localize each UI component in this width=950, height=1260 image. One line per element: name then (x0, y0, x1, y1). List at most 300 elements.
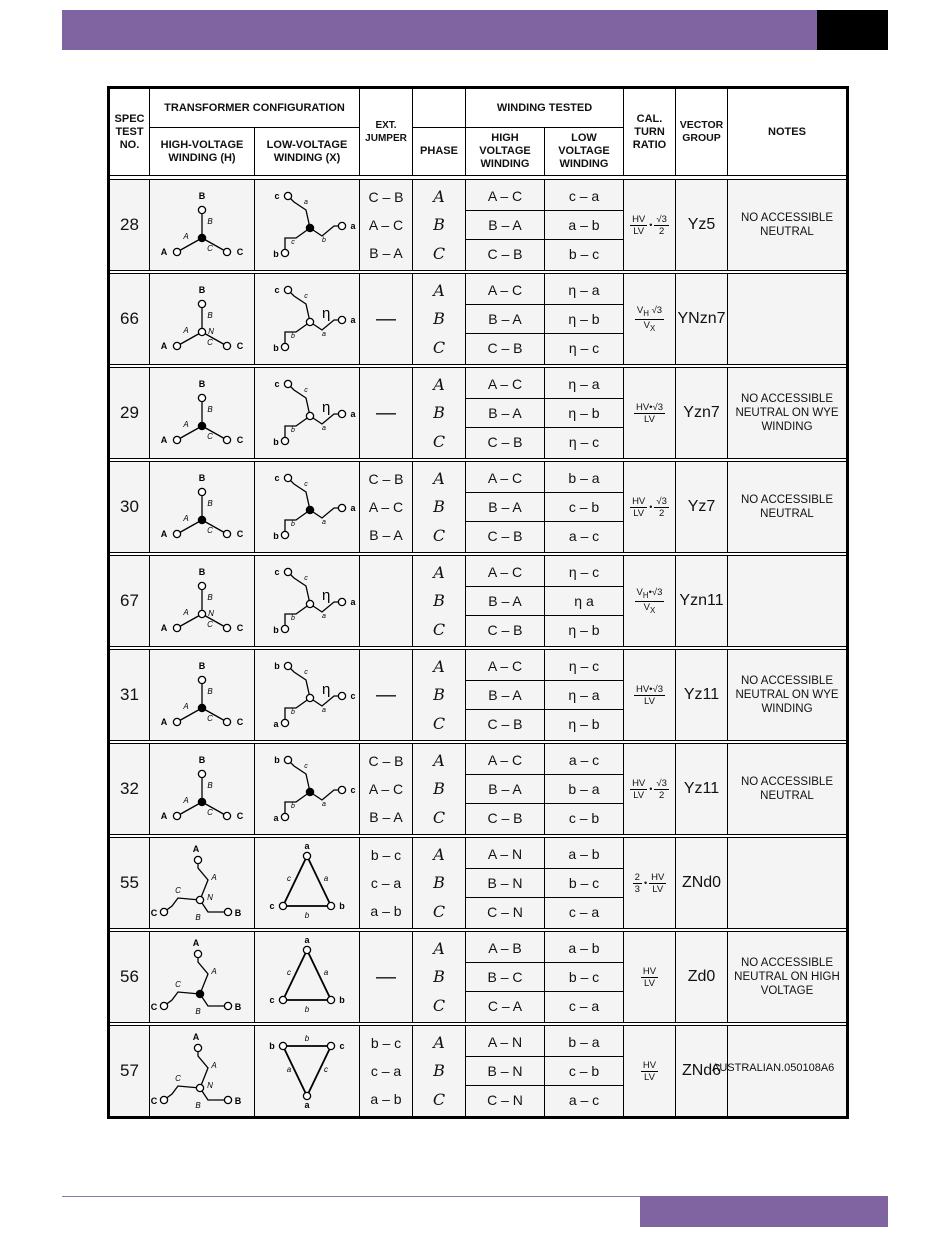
cell-value: C – B (466, 615, 544, 644)
svg-text:B: B (207, 311, 213, 320)
ext-jumper-cell (360, 932, 413, 1023)
lv-winding-diagram (255, 556, 360, 647)
svg-text:a: a (304, 841, 310, 851)
cell-value: B (433, 309, 445, 329)
lv-tested-cell (545, 180, 624, 271)
svg-text:a: a (286, 1065, 292, 1074)
header-transformer-configuration: TRANSFORMER CONFIGURATION (150, 88, 360, 128)
cell-value: A – C (368, 498, 404, 515)
svg-text:b: b (291, 521, 295, 528)
svg-text:c: c (304, 763, 308, 770)
svg-text:b: b (291, 427, 295, 434)
phase-cell (413, 744, 466, 835)
svg-text:a: a (350, 409, 356, 419)
cell-value: C (432, 619, 446, 639)
cell-value: η – c (568, 564, 600, 581)
cell-value: B – A (466, 492, 544, 521)
cell-value: b – c (370, 846, 402, 863)
svg-text:c: c (304, 575, 308, 582)
svg-text:C: C (150, 908, 158, 918)
svg-text:C: C (175, 886, 181, 895)
cell-value: η – b (545, 615, 623, 644)
svg-text:C: C (236, 341, 244, 351)
lv-tested-cell (545, 1026, 624, 1118)
turn-ratio-cell: $\frac{HV}{LV}$ (624, 932, 676, 1023)
lv-winding-diagram (255, 1026, 360, 1118)
svg-text:a: a (273, 813, 279, 823)
svg-text:C: C (207, 432, 213, 441)
cell-value: A – C (487, 658, 523, 675)
cell-value: C – B (466, 709, 544, 738)
hv-winding-diagram (150, 932, 255, 1023)
cell-value: η a (545, 586, 623, 615)
hv-winding-diagram (150, 368, 255, 459)
hv-winding-diagram (150, 274, 255, 365)
cell-value: A (433, 187, 445, 207)
svg-text:B: B (234, 1096, 242, 1106)
svg-text:c: c (287, 874, 291, 883)
svg-text:a: a (304, 1100, 310, 1110)
svg-text:B: B (198, 285, 206, 295)
header-spec-test-no: SPEC TEST NO. (109, 88, 150, 176)
svg-text:b: b (291, 333, 295, 340)
header-ext-jumper: EXT. JUMPER (360, 88, 413, 176)
cell-value: C – A (466, 991, 544, 1020)
turn-ratio-cell: $\frac{HV•√3}{LV}$ (624, 368, 676, 459)
svg-text:B: B (234, 908, 242, 918)
svg-text:a: a (323, 874, 329, 883)
svg-text:a: a (322, 707, 326, 714)
notes-cell: NO ACCESSIBLE NEUTRAL (728, 744, 848, 835)
ext-jumper-cell (360, 650, 413, 741)
svg-text:B: B (195, 1101, 201, 1110)
cell-value: B – N (466, 868, 544, 897)
cell-value: A – N (487, 846, 523, 863)
phase-cell (413, 556, 466, 647)
ext-jumper-cell (360, 838, 413, 929)
cell-value: C – B (466, 803, 544, 832)
cell-value: b – c (370, 1034, 402, 1051)
header-low-voltage-winding: LOW VOLTAGE WINDING (545, 128, 624, 176)
svg-text:B: B (198, 567, 206, 577)
lv-tested-cell (545, 274, 624, 365)
lv-winding-diagram (255, 462, 360, 553)
cell-value: A (433, 281, 445, 301)
cell-value: η – a (568, 376, 600, 393)
turn-ratio-cell: $\frac{HV}{LV}$ • $\frac{√3}{2}$ (624, 744, 676, 835)
svg-text:a: a (322, 801, 326, 808)
svg-text:A: A (192, 844, 200, 854)
lv-winding-diagram (255, 650, 360, 741)
turn-ratio-cell: $\frac{2}{3}$ • $\frac{HV}{LV}$ (624, 838, 676, 929)
spec-test-no: 55 (109, 838, 150, 929)
cell-value: C (432, 431, 446, 451)
header-cal-turn-ratio: CAL. TURN RATIO (624, 88, 676, 176)
cell-value: η – a (545, 680, 623, 709)
svg-text:c: c (324, 1065, 328, 1074)
notes-cell (728, 556, 848, 647)
svg-text:A: A (160, 341, 168, 351)
cell-value: b – c (545, 962, 623, 991)
svg-text:a: a (350, 597, 356, 607)
header-phase: PHASE (413, 128, 466, 176)
svg-text:C: C (150, 1002, 158, 1012)
cell-value: B – A (369, 527, 403, 544)
cell-value: b – a (545, 774, 623, 803)
svg-text:N: N (208, 327, 214, 336)
header-blank (413, 88, 466, 128)
svg-text:A: A (183, 608, 189, 617)
cell-value: B – A (466, 210, 544, 239)
hv-tested-cell (466, 368, 545, 459)
cell-value: A – C (487, 752, 523, 769)
ext-jumper-cell (360, 1026, 413, 1118)
cell-value: A – C (487, 188, 523, 205)
svg-text:C: C (236, 247, 244, 257)
cell-value: B – A (369, 809, 403, 826)
cell-value: a – b (545, 210, 623, 239)
lv-tested-cell (545, 838, 624, 929)
svg-text:B: B (207, 405, 213, 414)
svg-text:B: B (195, 913, 201, 922)
notes-cell (728, 274, 848, 365)
hv-tested-cell (466, 650, 545, 741)
svg-text:A: A (192, 1032, 200, 1042)
table-row (109, 180, 848, 271)
vector-group-cell: ZNd6 (676, 1026, 728, 1118)
svg-text:B: B (207, 217, 213, 226)
phase-cell (413, 180, 466, 271)
cell-value: η – c (545, 427, 623, 456)
cell-value: C – N (466, 897, 544, 926)
hv-tested-cell (466, 462, 545, 553)
spec-test-no: 66 (109, 274, 150, 365)
hv-winding-diagram (150, 556, 255, 647)
lv-winding-diagram (255, 838, 360, 929)
svg-text:A: A (160, 435, 168, 445)
lv-winding-diagram (255, 180, 360, 271)
svg-text:b: b (273, 625, 279, 635)
svg-text:B: B (207, 593, 213, 602)
phase-cell (413, 368, 466, 459)
cell-value: a – c (545, 521, 623, 550)
svg-text:B: B (207, 499, 213, 508)
svg-text:C: C (236, 717, 244, 727)
svg-text:b: b (291, 803, 295, 810)
cell-value: B – N (466, 1056, 544, 1085)
svg-text:η: η (322, 681, 331, 698)
svg-text:A: A (211, 967, 217, 976)
hv-winding-diagram (150, 1026, 255, 1118)
svg-text:b: b (273, 531, 279, 541)
jumper-value: — (376, 401, 396, 424)
cell-value: a – c (545, 1085, 623, 1114)
cell-value: η – b (545, 304, 623, 333)
cell-value: η – c (568, 658, 600, 675)
svg-text:η: η (322, 587, 331, 604)
ext-jumper-cell (360, 180, 413, 271)
svg-text:A: A (183, 702, 189, 711)
svg-text:B: B (198, 191, 206, 201)
svg-text:c: c (287, 968, 291, 977)
cell-value: C – B (368, 470, 404, 487)
svg-text:C: C (207, 244, 213, 253)
notes-cell: NO ACCESSIBLE NEUTRAL ON HIGH VOLTAGE (728, 932, 848, 1023)
header-hv-winding: HIGH-VOLTAGE WINDING (H) (150, 128, 255, 176)
svg-text:a: a (323, 968, 329, 977)
svg-text:c: c (304, 481, 308, 488)
ext-jumper-cell (360, 744, 413, 835)
svg-text:b: b (274, 661, 280, 671)
hv-winding-diagram (150, 462, 255, 553)
cell-value: A – C (487, 376, 523, 393)
cell-value: b – c (545, 239, 623, 268)
vector-group-cell: Yz11 (676, 650, 728, 741)
svg-text:b: b (291, 615, 295, 622)
svg-text:c: c (274, 473, 280, 483)
svg-text:a: a (273, 719, 279, 729)
cell-value: C (432, 713, 446, 733)
svg-text:a: a (350, 221, 356, 231)
cell-value: C (432, 525, 446, 545)
vector-group-cell: Yzn7 (676, 368, 728, 459)
turn-ratio-cell: $\frac{HV}{LV}$ • $\frac{√3}{2}$ (624, 462, 676, 553)
cell-value: b – a (568, 470, 600, 487)
svg-text:b: b (274, 755, 280, 765)
lv-tested-cell (545, 462, 624, 553)
cell-value: B – A (466, 304, 544, 333)
cell-value: C – B (466, 521, 544, 550)
spec-test-no: 32 (109, 744, 150, 835)
svg-text:c: c (339, 1041, 345, 1051)
lv-tested-cell (545, 650, 624, 741)
svg-text:C: C (207, 338, 213, 347)
cell-value: A – C (368, 216, 404, 233)
svg-text:B: B (234, 1002, 242, 1012)
cell-value: B – A (466, 586, 544, 615)
phase-cell (413, 1026, 466, 1118)
table-row (109, 744, 848, 835)
hv-winding-diagram (150, 650, 255, 741)
svg-text:c: c (304, 387, 308, 394)
hv-winding-diagram (150, 744, 255, 835)
svg-text:a: a (322, 425, 326, 432)
table-row (109, 556, 848, 647)
hv-tested-cell (466, 180, 545, 271)
turn-ratio-cell: $\frac{HV•√3}{LV}$ (624, 650, 676, 741)
spec-test-no: 31 (109, 650, 150, 741)
svg-text:b: b (273, 249, 279, 259)
turn-ratio-cell: $\frac{HV}{LV}$ (624, 1026, 676, 1118)
cell-value: A – N (487, 1034, 523, 1051)
svg-text:b: b (339, 995, 345, 1005)
phase-cell (413, 650, 466, 741)
cell-value: C – B (466, 427, 544, 456)
lv-winding-diagram (255, 368, 360, 459)
svg-text:N: N (208, 609, 214, 618)
svg-text:C: C (236, 435, 244, 445)
cell-value: B (433, 685, 445, 705)
header-high-voltage-winding: HIGH VOLTAGE WINDING (466, 128, 545, 176)
svg-text:B: B (198, 661, 206, 671)
cell-value: C – B (368, 188, 404, 205)
svg-text:A: A (183, 420, 189, 429)
turn-ratio-cell: $\frac{V_H•√3}{V_X}$ (624, 556, 676, 647)
svg-text:A: A (192, 938, 200, 948)
ext-jumper-cell (360, 462, 413, 553)
cell-value: B (433, 1061, 445, 1081)
ext-jumper-cell (360, 368, 413, 459)
cell-value: c – a (370, 874, 402, 891)
svg-text:C: C (236, 623, 244, 633)
cell-value: C – N (466, 1085, 544, 1114)
cell-value: A – C (487, 470, 523, 487)
lv-winding-diagram (255, 932, 360, 1023)
cell-value: B (433, 967, 445, 987)
cell-value: A – B (488, 940, 522, 957)
table-row (109, 650, 848, 741)
svg-text:b: b (291, 709, 295, 716)
cell-value: C (432, 337, 446, 357)
lv-winding-diagram (255, 744, 360, 835)
cell-value: B – C (466, 962, 544, 991)
svg-text:N: N (207, 893, 213, 902)
cell-value: η – b (545, 709, 623, 738)
svg-text:B: B (198, 755, 206, 765)
table-row (109, 932, 848, 1023)
svg-text:C: C (207, 714, 213, 723)
lv-tested-cell (545, 556, 624, 647)
svg-text:c: c (269, 995, 275, 1005)
hv-winding-diagram (150, 180, 255, 271)
phase-cell (413, 838, 466, 929)
hv-tested-cell (466, 274, 545, 365)
cell-value: B – A (466, 398, 544, 427)
cell-value: a – b (370, 1091, 402, 1108)
svg-text:C: C (175, 1074, 181, 1083)
cell-value: c – b (545, 1056, 623, 1085)
hv-tested-cell (466, 1026, 545, 1118)
svg-text:c: c (274, 379, 280, 389)
svg-text:C: C (236, 811, 244, 821)
svg-text:C: C (150, 1096, 158, 1106)
svg-text:b: b (339, 901, 345, 911)
spec-test-no: 30 (109, 462, 150, 553)
lv-winding-diagram (255, 274, 360, 365)
table-row (109, 838, 848, 929)
cell-value: A – C (487, 564, 523, 581)
svg-text:b: b (269, 1041, 275, 1051)
svg-text:b: b (304, 1005, 310, 1014)
svg-text:c: c (291, 239, 295, 246)
header-page-block (817, 10, 888, 50)
phase-cell (413, 274, 466, 365)
vector-group-cell: Zd0 (676, 932, 728, 1023)
cell-value: B (433, 215, 445, 235)
svg-text:A: A (160, 623, 168, 633)
notes-cell: NO ACCESSIBLE NEUTRAL ON WYE WINDING (728, 368, 848, 459)
svg-text:b: b (322, 237, 326, 244)
svg-text:C: C (207, 526, 213, 535)
svg-text:c: c (274, 567, 280, 577)
svg-text:a: a (304, 199, 308, 206)
vector-group-table (107, 86, 849, 1119)
spec-test-no: 28 (109, 180, 150, 271)
lv-tested-cell (545, 744, 624, 835)
cell-value: A (433, 751, 445, 771)
svg-text:B: B (195, 1007, 201, 1016)
cell-value: c – a (370, 1062, 402, 1079)
svg-text:B: B (207, 781, 213, 790)
svg-text:c: c (274, 285, 280, 295)
svg-text:A: A (160, 811, 168, 821)
svg-text:c: c (304, 293, 308, 300)
figure-reference: AUSTRALIAN.050108A6 (712, 1062, 835, 1074)
svg-text:B: B (207, 687, 213, 696)
cell-value: C – B (368, 752, 404, 769)
cell-value: C (432, 995, 446, 1015)
svg-text:b: b (304, 1034, 310, 1043)
cell-value: B – A (369, 245, 403, 262)
jumper-value: — (376, 965, 396, 988)
svg-text:B: B (198, 379, 206, 389)
svg-text:C: C (175, 980, 181, 989)
cell-value: B – A (466, 774, 544, 803)
header-vector-group: VECTOR GROUP (676, 88, 728, 176)
svg-text:c: c (304, 669, 308, 676)
turn-ratio-cell: $\frac{HV}{LV}$ • $\frac{√3}{2}$ (624, 180, 676, 271)
table-row (109, 274, 848, 365)
svg-text:η: η (322, 399, 331, 416)
ext-jumper-cell (360, 274, 413, 365)
vector-group-cell: Yz7 (676, 462, 728, 553)
vector-group-cell: Yzn11 (676, 556, 728, 647)
spec-test-no: 29 (109, 368, 150, 459)
turn-ratio-cell: $\frac{V_H √3}{V_X}$ (624, 274, 676, 365)
cell-value: C – B (466, 333, 544, 362)
svg-text:c: c (274, 191, 280, 201)
footer-bar (640, 1196, 888, 1227)
svg-text:c: c (350, 785, 356, 795)
table-row (109, 462, 848, 553)
svg-text:a: a (322, 519, 326, 526)
cell-value: A (433, 845, 445, 865)
cell-value: C (432, 807, 446, 827)
svg-text:b: b (304, 911, 310, 920)
phase-cell (413, 462, 466, 553)
table-row (109, 368, 848, 459)
cell-value: η – b (545, 398, 623, 427)
cell-value: η – a (568, 282, 600, 299)
spec-test-no: 57 (109, 1026, 150, 1118)
svg-text:A: A (183, 514, 189, 523)
svg-text:a: a (322, 331, 326, 338)
svg-text:C: C (207, 620, 213, 629)
svg-text:A: A (160, 717, 168, 727)
cell-value: η – c (545, 333, 623, 362)
cell-value: b – a (568, 1034, 600, 1051)
cell-value: b – c (545, 868, 623, 897)
header-notes: NOTES (728, 88, 848, 176)
header-lv-winding: LOW-VOLTAGE WINDING (X) (255, 128, 360, 176)
jumper-value: — (376, 307, 396, 330)
svg-text:A: A (183, 326, 189, 335)
svg-text:N: N (207, 1081, 213, 1090)
cell-value: C – B (466, 239, 544, 268)
cell-value: A (433, 1033, 445, 1053)
svg-text:A: A (183, 796, 189, 805)
svg-text:b: b (273, 343, 279, 353)
